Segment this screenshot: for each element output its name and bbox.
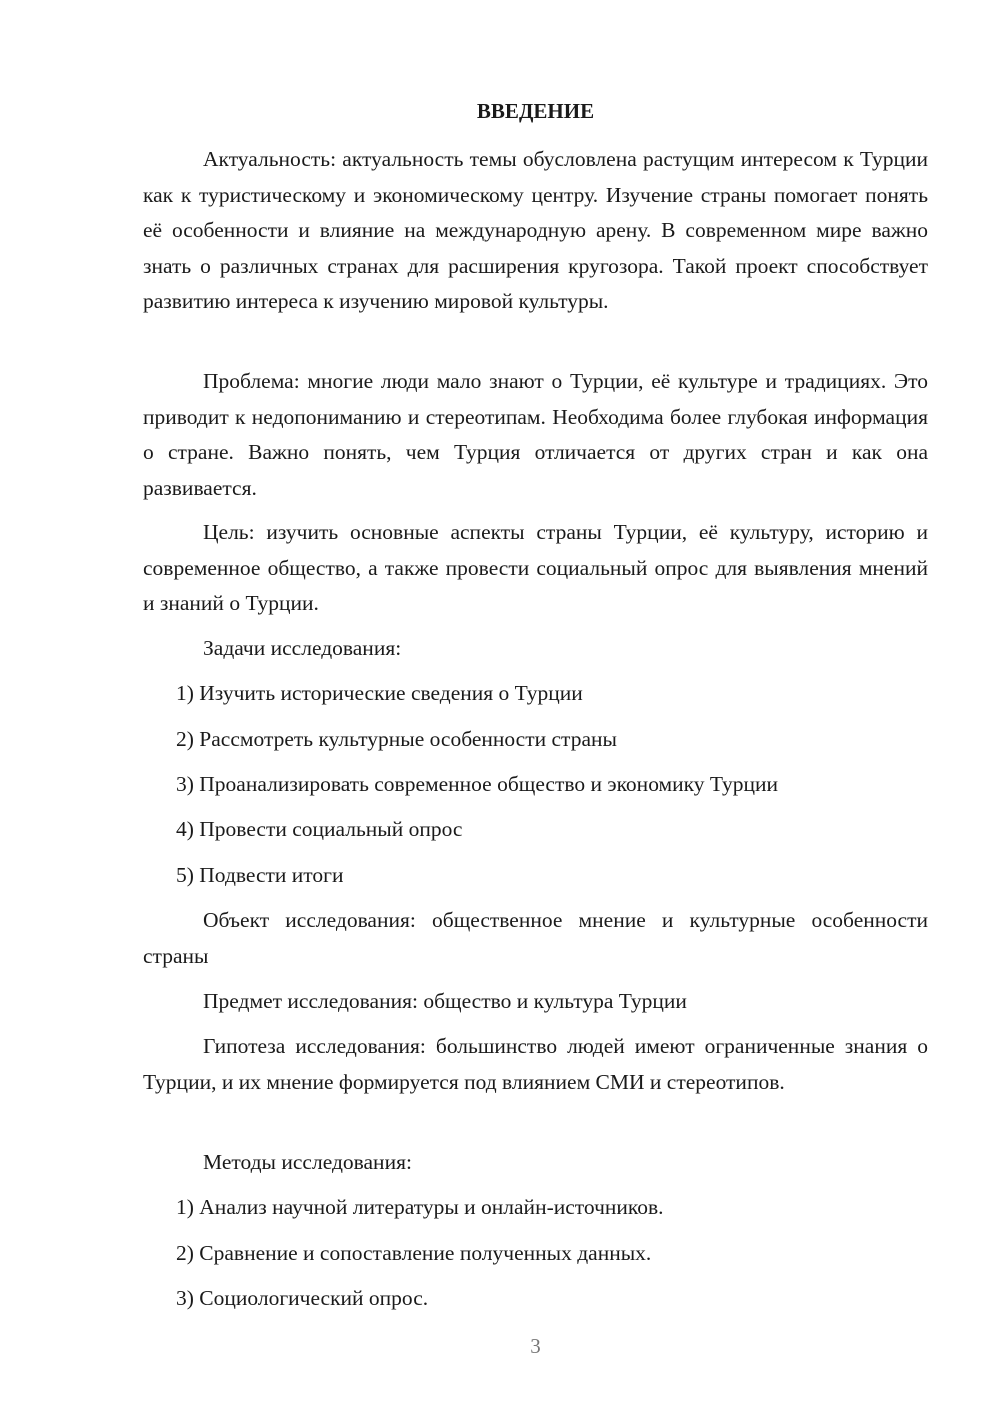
- page-number: 3: [530, 1334, 541, 1358]
- document-page: [143, 0, 928, 1414]
- relevance-paragraph: Актуальность: актуальность темы обусловлена растущим интересом к Турции как к туристическому и экономическому центру. Изучение страны помогает понять её особенности и влияние на международную арену. В современном мире важно знать о различных странах для расширения кругозора. Такой проект способствует развитию интереса к изучению мировой культуры.: [143, 147, 928, 313]
- task-item: 4) Провести социальный опрос: [176, 817, 463, 841]
- tasks-heading: Задачи исследования:: [203, 636, 402, 660]
- method-item: 3) Социологический опрос.: [176, 1286, 429, 1310]
- method-item: 2) Сравнение и сопоставление полученных данных.: [176, 1241, 652, 1265]
- task-item: 5) Подвести итоги: [176, 863, 344, 887]
- subject-paragraph: Предмет исследования: общество и культура Турции: [203, 989, 687, 1013]
- task-item: 1) Изучить исторические сведения о Турции: [176, 681, 583, 705]
- hypothesis-paragraph: Гипотеза исследования: большинство людей имеют ограниченные знания о Турции, и их мнение формируется под влиянием СМИ и стереотипов.: [143, 1034, 928, 1094]
- task-item: 3) Проанализировать современное общество и экономику Турции: [176, 772, 778, 796]
- methods-heading: Методы исследования:: [203, 1150, 412, 1174]
- page-title: ВВЕДЕНИЕ: [476, 99, 595, 123]
- object-paragraph: Объект исследования: общественное мнение и культурные особенности страны: [143, 908, 928, 968]
- problem-paragraph: Проблема: многие люди мало знают о Турции, её культуре и традициях. Это приводит к недопониманию и стереотипам. Необходима более глубокая информация о стране. Важно понять, чем Турция отличается от других стран и как она развивается.: [143, 369, 928, 500]
- task-item: 2) Рассмотреть культурные особенности страны: [176, 727, 617, 751]
- method-item: 1) Анализ научной литературы и онлайн-источников.: [176, 1195, 664, 1219]
- goal-paragraph: Цель: изучить основные аспекты страны Турции, её культуру, историю и современное общество, а также провести социальный опрос для выявления мнений и знаний о Турции.: [143, 520, 928, 615]
